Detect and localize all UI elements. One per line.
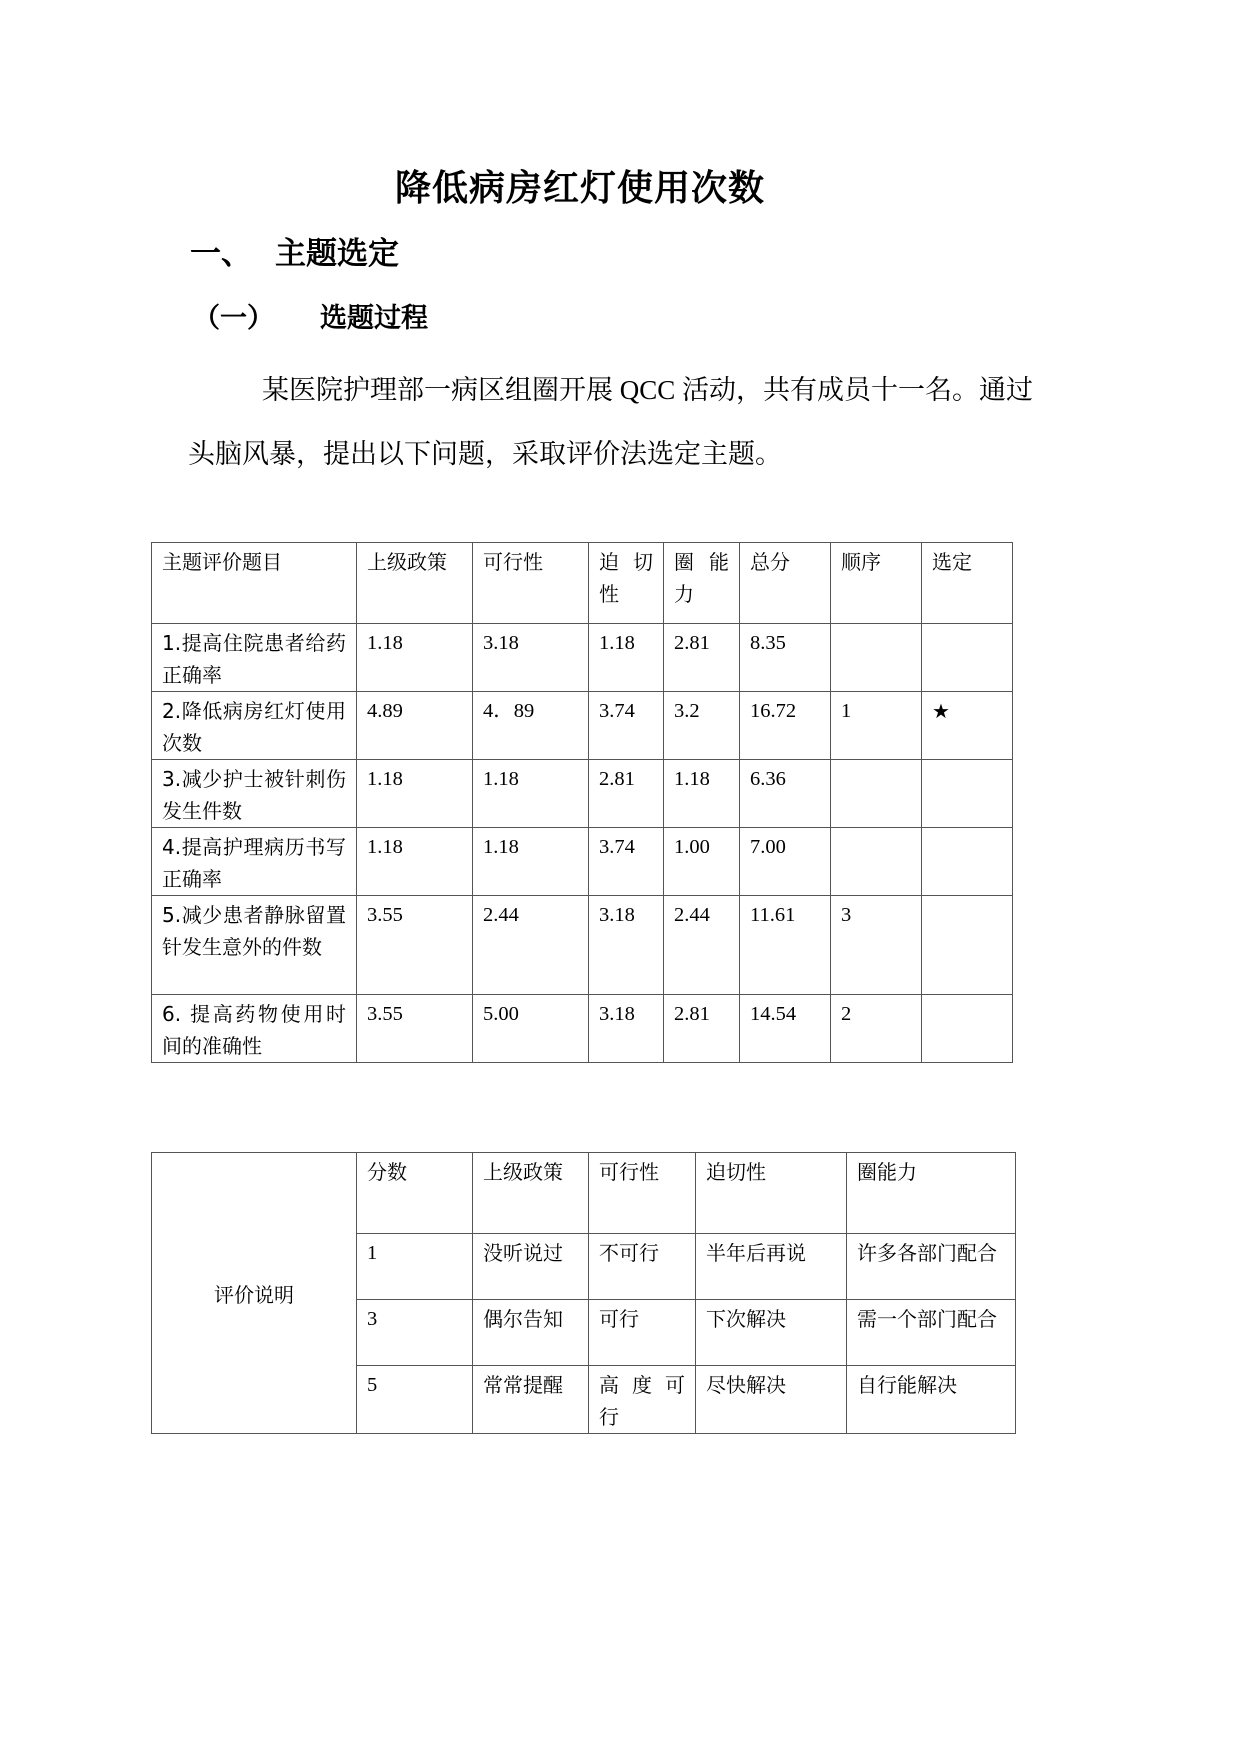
- score-cell: 14.54: [740, 995, 831, 1063]
- table-row: [152, 760, 1013, 828]
- evaluation-header-cell: 总分: [740, 543, 831, 624]
- score-cell: 3.18: [473, 624, 589, 692]
- legend-desc-cell: 常常提醒: [473, 1366, 589, 1434]
- score-cell: 7.00: [740, 828, 831, 896]
- score-cell: 1.18: [357, 624, 473, 692]
- section-number: 一、: [190, 236, 252, 272]
- score-cell: 2.81: [589, 760, 664, 828]
- legend-desc-cell: 偶尔告知: [473, 1300, 589, 1366]
- evaluation-table: [151, 542, 1013, 1063]
- evaluation-header-cell: 上级政策: [357, 543, 473, 624]
- legend-header-cell: 圈能力: [847, 1153, 1016, 1234]
- legend-table: [151, 1152, 1016, 1434]
- subsection-heading: [193, 296, 428, 335]
- selected-cell: [922, 896, 1013, 995]
- legend-score-cell: 1: [357, 1234, 473, 1300]
- score-cell: 2.44: [664, 896, 740, 995]
- score-cell: 2.81: [664, 624, 740, 692]
- legend-desc-cell: 高 度 可 行: [589, 1366, 696, 1434]
- legend-desc-cell: 可行: [589, 1300, 696, 1366]
- score-cell: 2.44: [473, 896, 589, 995]
- table-row: [152, 896, 1013, 995]
- score-cell: 3.18: [589, 995, 664, 1063]
- table-row: [152, 828, 1013, 896]
- score-cell: 8.35: [740, 624, 831, 692]
- score-cell: 3.55: [357, 896, 473, 995]
- selected-cell: [922, 624, 1013, 692]
- legend-desc-cell: 下次解决: [696, 1300, 847, 1366]
- evaluation-header-cell: 迫 切 性: [589, 543, 664, 624]
- legend-desc-cell: 许多各部门配合: [847, 1234, 1016, 1300]
- legend-label: 评价说明: [152, 1153, 357, 1434]
- score-cell: [831, 624, 922, 692]
- legend-desc-cell: 没听说过: [473, 1234, 589, 1300]
- table-row: [152, 692, 1013, 760]
- score-cell: 1.18: [357, 760, 473, 828]
- table-row: [152, 995, 1013, 1063]
- score-cell: [831, 760, 922, 828]
- score-cell: 3: [831, 896, 922, 995]
- topic-cell: 2.降低病房红灯使用次数: [152, 692, 357, 760]
- legend-desc-cell: 不可行: [589, 1234, 696, 1300]
- topic-cell: 5.减少患者静脉留置针发生意外的件数: [152, 896, 357, 995]
- legend-header-cell: 分数: [357, 1153, 473, 1234]
- score-cell: 3.18: [589, 896, 664, 995]
- score-cell: 11.61: [740, 896, 831, 995]
- legend-header-cell: 迫切性: [696, 1153, 847, 1234]
- topic-cell: 1.提高住院患者给药正确率: [152, 624, 357, 692]
- table-row: [152, 624, 1013, 692]
- score-cell: 1: [831, 692, 922, 760]
- score-cell: 1.18: [357, 828, 473, 896]
- selected-cell: [922, 995, 1013, 1063]
- evaluation-header-row: [152, 543, 1013, 624]
- legend-desc-cell: 自行能解决: [847, 1366, 1016, 1434]
- topic-cell: 3.减少护士被针刺伤发生件数: [152, 760, 357, 828]
- score-cell: 6.36: [740, 760, 831, 828]
- score-cell: 1.00: [664, 828, 740, 896]
- score-cell: 1.18: [473, 760, 589, 828]
- selected-cell: [922, 760, 1013, 828]
- topic-cell: 6. 提高药物使用时间的准确性: [152, 995, 357, 1063]
- section-title: 主题选定: [275, 236, 399, 272]
- section-heading: [190, 228, 399, 273]
- subsection-number: （一）: [193, 303, 274, 334]
- evaluation-header-cell: 选定: [922, 543, 1013, 624]
- score-cell: 5.00: [473, 995, 589, 1063]
- score-cell: 4.89: [357, 692, 473, 760]
- score-cell: 1.18: [589, 624, 664, 692]
- score-cell: 4．89: [473, 692, 589, 760]
- evaluation-header-cell: 顺序: [831, 543, 922, 624]
- evaluation-header-cell: 圈 能 力: [664, 543, 740, 624]
- legend-header-cell: 可行性: [589, 1153, 696, 1234]
- evaluation-header-cell: 可行性: [473, 543, 589, 624]
- topic-cell: 4.提高护理病历书写正确率: [152, 828, 357, 896]
- score-cell: [831, 828, 922, 896]
- intro-paragraph: 某医院护理部一病区组圈开展 QCC 活动，共有成员十一名。通过头脑风暴，提出以下问题，采取评价法选定主题。: [188, 375, 1034, 469]
- selected-cell: [922, 828, 1013, 896]
- document-title: 降低病房红灯使用次数: [394, 167, 765, 209]
- score-cell: 3.55: [357, 995, 473, 1063]
- score-cell: 1.18: [473, 828, 589, 896]
- score-cell: 3.74: [589, 828, 664, 896]
- legend-desc-cell: 尽快解决: [696, 1366, 847, 1434]
- score-cell: 16.72: [740, 692, 831, 760]
- evaluation-header-cell: 主题评价题目: [152, 543, 357, 624]
- score-cell: 3.2: [664, 692, 740, 760]
- legend-desc-cell: 半年后再说: [696, 1234, 847, 1300]
- score-cell: 2.81: [664, 995, 740, 1063]
- legend-header-row: [152, 1153, 1016, 1234]
- legend-score-cell: 3: [357, 1300, 473, 1366]
- score-cell: 2: [831, 995, 922, 1063]
- subsection-title: 选题过程: [320, 303, 428, 334]
- legend-header-cell: 上级政策: [473, 1153, 589, 1234]
- legend-desc-cell: 需一个部门配合: [847, 1300, 1016, 1366]
- score-cell: 3.74: [589, 692, 664, 760]
- legend-score-cell: 5: [357, 1366, 473, 1434]
- selected-cell: ★: [922, 692, 1013, 760]
- score-cell: 1.18: [664, 760, 740, 828]
